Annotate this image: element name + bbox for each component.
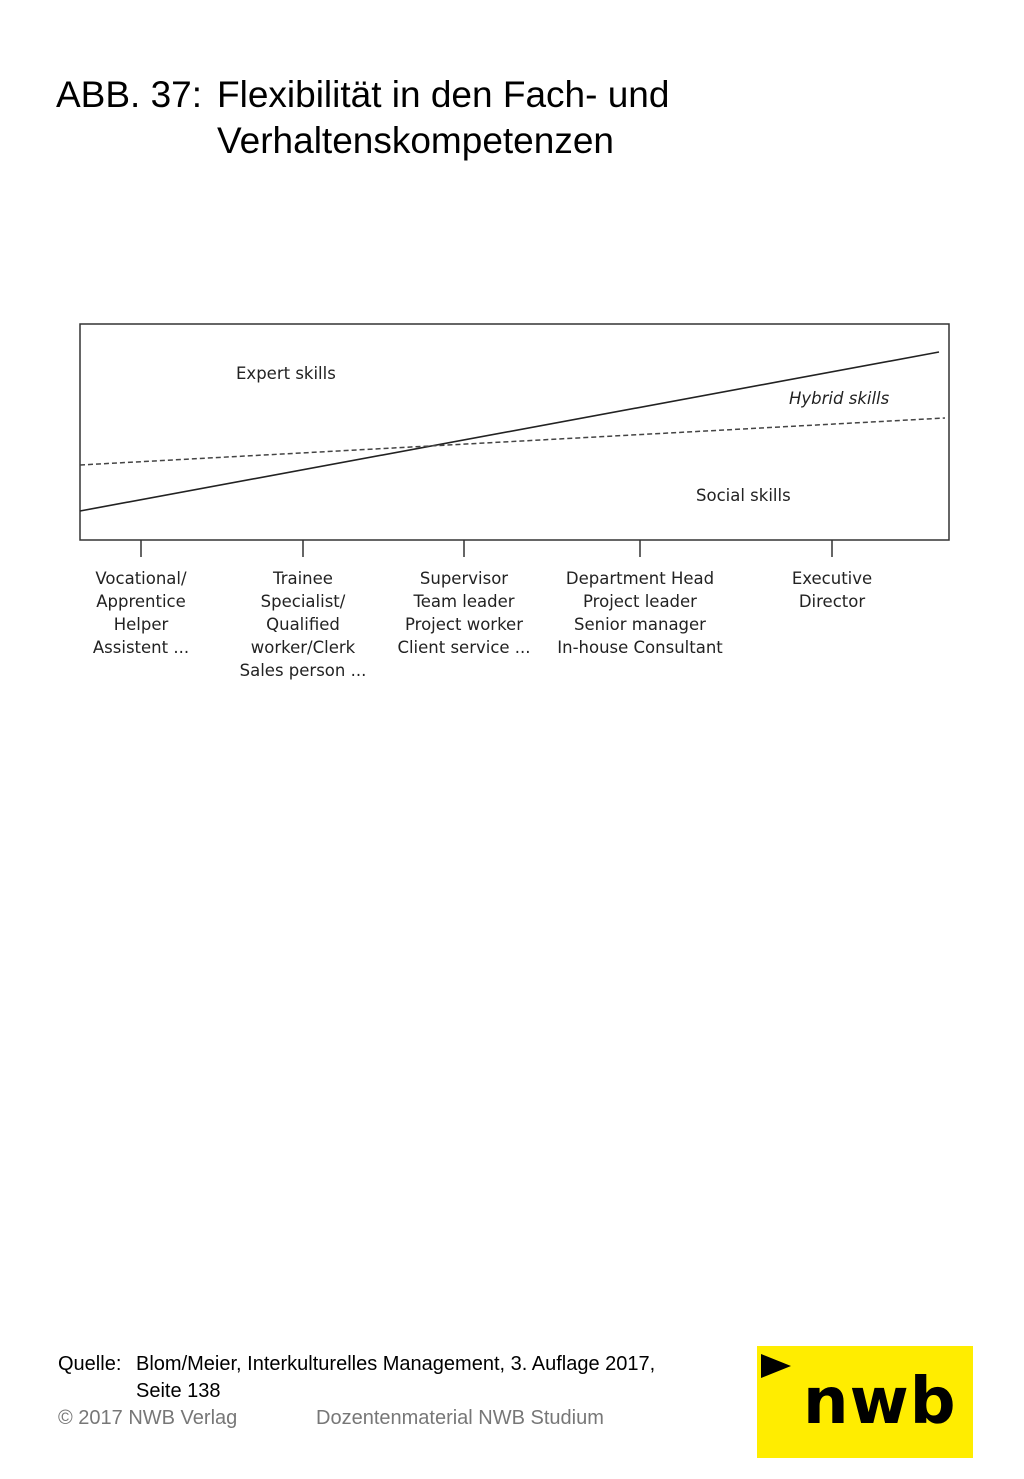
expert-social-divider-line xyxy=(80,352,939,511)
category-label-line: Client service ... xyxy=(397,638,531,657)
category-label xyxy=(557,569,723,657)
category-label-line: worker/Clerk xyxy=(250,638,356,657)
social-skills-label: Social skills xyxy=(696,486,791,505)
copyright-text: © 2017 NWB Verlag xyxy=(58,1407,238,1429)
category-label-line: Vocational/ xyxy=(95,569,187,588)
nwb-logo xyxy=(757,1346,973,1458)
source-line-1: Blom/Meier, Interkulturelles Management, 3. Auflage 2017, xyxy=(136,1353,656,1375)
category-label-line: Specialist/ xyxy=(260,592,346,611)
category-label-line: Project leader xyxy=(583,592,697,611)
axis-category-labels xyxy=(93,569,872,680)
category-label-line: Team leader xyxy=(413,592,515,611)
category-label-line: Senior manager xyxy=(574,615,706,634)
skills-diagram xyxy=(0,0,1024,700)
category-label-line: Project worker xyxy=(405,615,523,634)
axis-ticks xyxy=(141,540,832,557)
hybrid-skills-label: Hybrid skills xyxy=(789,389,890,408)
category-label-line: Sales person ... xyxy=(239,661,367,680)
expert-skills-label: Expert skills xyxy=(236,364,336,383)
diagram-frame xyxy=(80,324,949,540)
footer-material-text: Dozentenmaterial NWB Studium xyxy=(316,1407,604,1429)
logo-wordmark: nwb xyxy=(803,1365,957,1439)
category-label xyxy=(792,569,872,611)
hybrid-skills-dashed-line xyxy=(80,418,945,465)
category-label-line: Department Head xyxy=(565,569,715,588)
category-label xyxy=(93,569,189,657)
title-line-1: Flexibilität in den Fach- und xyxy=(217,74,670,115)
category-label-line: Trainee xyxy=(273,569,333,588)
title-line-2: Verhaltenskompetenzen xyxy=(217,120,614,161)
category-label-line: Apprentice xyxy=(96,592,186,611)
category-label-line: Helper xyxy=(113,615,169,634)
category-label xyxy=(397,569,530,657)
source-line-2: Seite 138 xyxy=(136,1380,221,1402)
source-label: Quelle: xyxy=(58,1353,122,1375)
category-label-line: Executive xyxy=(791,569,873,588)
category-label-line: Assistent ... xyxy=(92,638,190,657)
category-label-line: Qualified xyxy=(266,615,340,634)
category-label xyxy=(240,569,367,680)
figure-number: ABB. 37: xyxy=(56,74,203,115)
category-label-line: Director xyxy=(798,592,866,611)
category-label-line: In-house Consultant xyxy=(557,638,723,657)
category-label-line: Supervisor xyxy=(419,569,509,588)
logo-arrow-icon xyxy=(761,1354,791,1378)
